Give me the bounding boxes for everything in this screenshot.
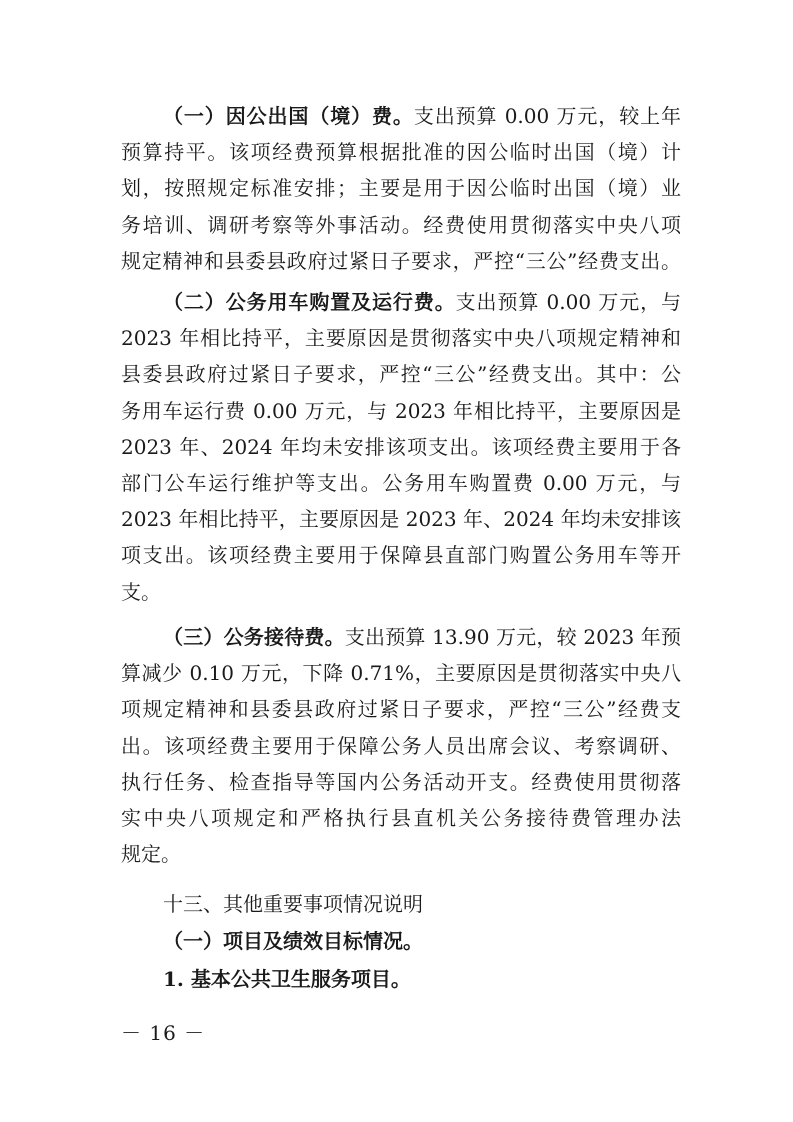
paragraph-line: （二）公务用车购置及运行费。支出预算 0.00 万元，与 — [163, 290, 681, 314]
paragraph-line: 规定精神和县委县政府过紧日子要求，严控“三公”经费支出。 — [121, 248, 681, 273]
paragraph-line: 实中央八项规定和严格执行县直机关公务接待费管理办法 — [121, 805, 681, 830]
paragraph-line: 2023 年相比持平，主要原因是贯彻落实中央八项规定精神和 — [121, 326, 681, 351]
paragraph-line: 预算持平。该项经费预算根据批准的因公临时出国（境）计 — [121, 140, 681, 165]
page-number: － 16 － — [121, 1021, 206, 1045]
section-vehicle-costs — [121, 284, 681, 610]
chapter-heading: 十三、其他重要事项情况说明 — [163, 892, 423, 916]
paragraph-line: （三）公务接待费。支出预算 13.90 万元，较 2023 年预 — [163, 625, 681, 649]
section-heading: （一）因公出国（境）费。 — [163, 104, 414, 128]
section-reception-costs — [121, 619, 681, 872]
paragraph-line: 规定。 — [121, 842, 181, 867]
paragraph-line: 项规定精神和县委县政府过紧日子要求，严控“三公”经费支 — [121, 697, 681, 722]
paragraph-line: 支。 — [121, 579, 161, 604]
paragraph-line: 务用车运行费 0.00 万元，与 2023 年相比持平，主要原因是 — [121, 398, 681, 423]
section-heading: （二）公务用车购置及运行费。 — [163, 290, 456, 314]
paragraph-line: 执行任务、检查指导等国内公务活动开支。经费使用贯彻落 — [121, 769, 681, 794]
sub-heading: （一）项目及绩效目标情况。 — [163, 929, 423, 953]
paragraph-line: 务培训、调研考察等外事活动。经费使用贯彻落实中央八项 — [121, 212, 681, 237]
paragraph-line: 项支出。该项经费主要用于保障县直部门购置公务用车等开 — [121, 543, 681, 568]
item-heading: 1. 基本公共卫生服务项目。 — [163, 967, 411, 991]
paragraph-line: 算减少 0.10 万元，下降 0.71%，主要原因是贯彻落实中央八 — [121, 661, 681, 686]
paragraph-line: 部门公车运行维护等支出。公务用车购置费 0.00 万元，与 — [121, 470, 681, 495]
paragraph-line: 出。该项经费主要用于保障公务人员出席会议、考察调研、 — [121, 733, 681, 758]
section-heading: （三）公务接待费。 — [163, 625, 345, 649]
paragraph-line: 2023 年相比持平，主要原因是 2023 年、2024 年均未安排该 — [121, 507, 681, 532]
paragraph-line: 县委县政府过紧日子要求，严控“三公”经费支出。其中：公 — [121, 362, 681, 387]
paragraph-line: 划，按照规定标准安排；主要是用于因公临时出国（境）业 — [121, 176, 681, 201]
paragraph-line: （一）因公出国（境）费。支出预算 0.00 万元，较上年 — [163, 104, 681, 128]
section-public-travel — [121, 98, 681, 279]
paragraph-line: 2023 年、2024 年均未安排该项支出。该项经费主要用于各 — [121, 434, 681, 459]
